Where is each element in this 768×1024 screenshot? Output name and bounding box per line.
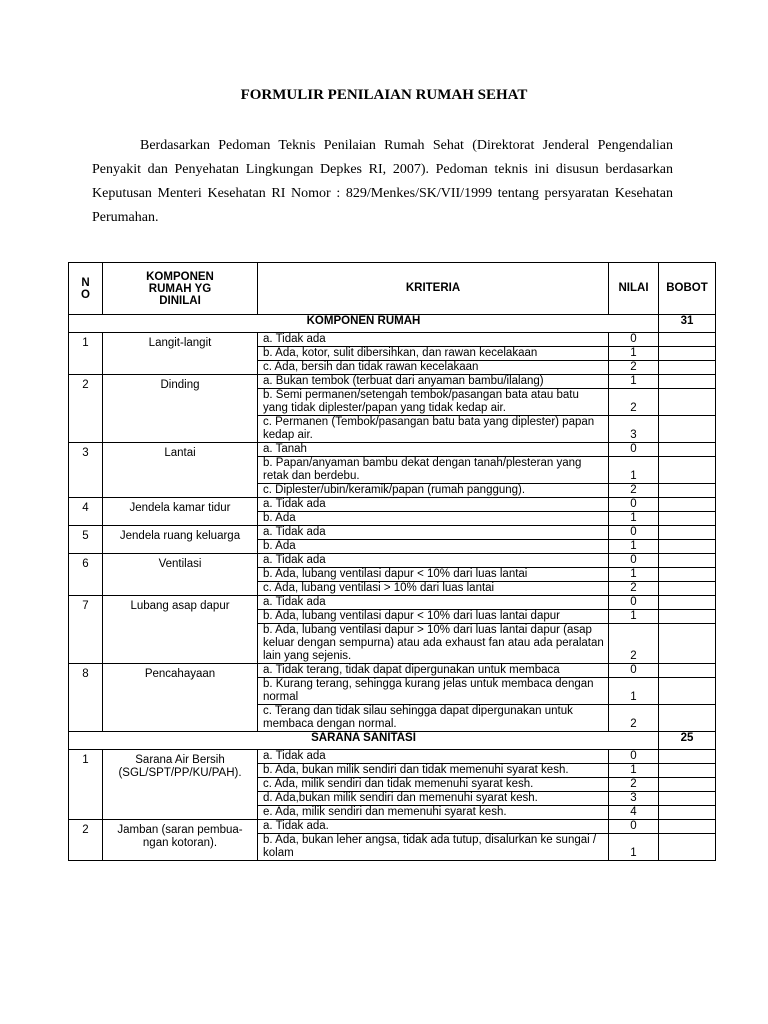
header-nilai: NILAI — [609, 263, 659, 315]
criteria-nilai: 2 — [609, 705, 659, 732]
section-title: SARANA SANITASI — [69, 732, 659, 750]
bobot-field[interactable] — [659, 361, 716, 375]
criteria-nilai: 0 — [609, 443, 659, 457]
criteria-row — [69, 750, 716, 764]
criteria-nilai: 1 — [609, 568, 659, 582]
criteria-row — [69, 664, 716, 678]
criteria-nilai: 1 — [609, 540, 659, 554]
criteria-nilai: 0 — [609, 596, 659, 610]
item-number: 1 — [69, 333, 103, 375]
criteria-nilai: 1 — [609, 610, 659, 624]
criteria-text: a. Tidak ada — [258, 498, 609, 512]
header-kriteria: KRITERIA — [258, 263, 609, 315]
criteria-nilai: 1 — [609, 678, 659, 705]
bobot-field[interactable] — [659, 750, 716, 764]
bobot-field[interactable] — [659, 512, 716, 526]
header-komponen: KOMPONEN RUMAH YG DINILAI — [103, 263, 258, 315]
bobot-field[interactable] — [659, 443, 716, 457]
item-number: 3 — [69, 443, 103, 498]
item-component: Lantai — [103, 443, 258, 498]
criteria-nilai: 0 — [609, 554, 659, 568]
intro-paragraph: Berdasarkan Pedoman Teknis Penilaian Rumah Sehat (Direktorat Jenderal Pengendalian Penyakit dan Penyehatan Lingkungan Depkes RI, 2007). Pedoman teknis ini disusun berdasarkan Keputusan Menteri Kesehatan RI Nomor : 829/Menkes/SK/VII/1999 tentang persyaratan Kesehatan Perumahan. — [92, 138, 673, 225]
bobot-field[interactable] — [659, 375, 716, 389]
criteria-text: c. Diplester/ubin/keramik/papan (rumah panggung). — [258, 484, 609, 498]
criteria-text: b. Ada, lubang ventilasi dapur < 10% dari luas lantai — [258, 568, 609, 582]
criteria-row — [69, 820, 716, 834]
bobot-field[interactable] — [659, 664, 716, 678]
criteria-nilai: 1 — [609, 834, 659, 861]
item-component: Lubang asap dapur — [103, 596, 258, 664]
item-component: Jendela kamar tidur — [103, 498, 258, 526]
table-header-row — [69, 263, 716, 315]
criteria-text: b. Ada — [258, 540, 609, 554]
criteria-text: b. Ada, bukan leher angsa, tidak ada tutup, disalurkan ke sungai / kolam — [258, 834, 609, 861]
criteria-nilai: 2 — [609, 484, 659, 498]
criteria-nilai: 2 — [609, 624, 659, 664]
item-number: 7 — [69, 596, 103, 664]
criteria-text: c. Permanen (Tembok/pasangan batu bata yang diplester) papan kedap air. — [258, 416, 609, 443]
criteria-row — [69, 443, 716, 457]
section-title: KOMPONEN RUMAH — [69, 315, 659, 333]
criteria-nilai: 0 — [609, 526, 659, 540]
criteria-text: e. Ada, milik sendiri dan memenuhi syarat kesh. — [258, 806, 609, 820]
bobot-field[interactable] — [659, 596, 716, 610]
criteria-nilai: 1 — [609, 457, 659, 484]
bobot-field[interactable] — [659, 624, 716, 664]
criteria-text: c. Ada, lubang ventilasi > 10% dari luas lantai — [258, 582, 609, 596]
criteria-nilai: 1 — [609, 347, 659, 361]
bobot-field[interactable] — [659, 484, 716, 498]
criteria-nilai: 0 — [609, 750, 659, 764]
criteria-nilai: 2 — [609, 778, 659, 792]
criteria-row — [69, 333, 716, 347]
criteria-text: b. Kurang terang, sehingga kurang jelas untuk membaca dengan normal — [258, 678, 609, 705]
criteria-text: c. Terang dan tidak silau sehingga dapat dipergunakan untuk membaca dengan normal. — [258, 705, 609, 732]
bobot-field[interactable] — [659, 347, 716, 361]
bobot-field[interactable] — [659, 333, 716, 347]
criteria-text: d. Ada,bukan milik sendiri dan memenuhi syarat kesh. — [258, 792, 609, 806]
bobot-field[interactable] — [659, 778, 716, 792]
bobot-field[interactable] — [659, 526, 716, 540]
item-component: Jamban (saran pembua- ngan kotoran). — [103, 820, 258, 861]
criteria-row — [69, 526, 716, 540]
criteria-nilai: 2 — [609, 389, 659, 416]
criteria-text: b. Ada, bukan milik sendiri dan tidak memenuhi syarat kesh. — [258, 764, 609, 778]
bobot-field[interactable] — [659, 568, 716, 582]
item-number: 4 — [69, 498, 103, 526]
criteria-row — [69, 596, 716, 610]
criteria-text: a. Tidak ada — [258, 526, 609, 540]
criteria-text: b. Ada, lubang ventilasi dapur > 10% dari luas lantai dapur (asap keluar dengan sempurna) atau ada exhaust fan atau ada peralatan lain yang sejenis. — [258, 624, 609, 664]
section-bobot: 31 — [659, 315, 716, 333]
criteria-row — [69, 498, 716, 512]
criteria-text: a. Tidak ada — [258, 750, 609, 764]
item-number: 2 — [69, 375, 103, 443]
criteria-nilai: 1 — [609, 512, 659, 526]
bobot-field[interactable] — [659, 540, 716, 554]
item-number: 2 — [69, 820, 103, 861]
page-title: FORMULIR PENILAIAN RUMAH SEHAT — [240, 87, 528, 103]
criteria-text: b. Papan/anyaman bambu dekat dengan tanah/plesteran yang retak dan berdebu. — [258, 457, 609, 484]
criteria-nilai: 0 — [609, 820, 659, 834]
bobot-field[interactable] — [659, 582, 716, 596]
criteria-text: b. Ada, lubang ventilasi dapur < 10% dari luas lantai dapur — [258, 610, 609, 624]
criteria-text: a. Bukan tembok (terbuat dari anyaman bambu/ilalang) — [258, 375, 609, 389]
header-bobot: BOBOT — [659, 263, 716, 315]
criteria-nilai: 1 — [609, 375, 659, 389]
criteria-nilai: 0 — [609, 664, 659, 678]
bobot-field[interactable] — [659, 554, 716, 568]
criteria-text: a. Tidak terang, tidak dapat dipergunakan untuk membaca — [258, 664, 609, 678]
criteria-nilai: 3 — [609, 416, 659, 443]
criteria-text: c. Ada, bersih dan tidak rawan kecelakaan — [258, 361, 609, 375]
bobot-field[interactable] — [659, 820, 716, 834]
header-no: N O — [69, 263, 103, 315]
criteria-nilai: 2 — [609, 361, 659, 375]
criteria-text: b. Semi permanen/setengah tembok/pasangan bata atau batu yang tidak diplester/papan yang tidak kedap air. — [258, 389, 609, 416]
item-component: Dinding — [103, 375, 258, 443]
bobot-field[interactable] — [659, 498, 716, 512]
bobot-field[interactable] — [659, 416, 716, 443]
bobot-field[interactable] — [659, 678, 716, 705]
criteria-text: b. Ada, kotor, sulit dibersihkan, dan rawan kecelakaan — [258, 347, 609, 361]
item-component: Jendela ruang keluarga — [103, 526, 258, 554]
item-number: 8 — [69, 664, 103, 732]
criteria-text: a. Tidak ada — [258, 554, 609, 568]
item-number: 1 — [69, 750, 103, 820]
item-component: Langit-langit — [103, 333, 258, 375]
item-number: 5 — [69, 526, 103, 554]
section-row — [69, 315, 716, 333]
table-body — [69, 315, 716, 861]
criteria-text: c. Ada, milik sendiri dan tidak memenuhi syarat kesh. — [258, 778, 609, 792]
item-component: Sarana Air Bersih (SGL/SPT/PP/KU/PAH). — [103, 750, 258, 820]
item-component: Ventilasi — [103, 554, 258, 596]
criteria-nilai: 0 — [609, 333, 659, 347]
bobot-field[interactable] — [659, 792, 716, 806]
bobot-field[interactable] — [659, 389, 716, 416]
bobot-field[interactable] — [659, 457, 716, 484]
criteria-nilai: 4 — [609, 806, 659, 820]
criteria-text: a. Tidak ada. — [258, 820, 609, 834]
bobot-field[interactable] — [659, 834, 716, 861]
criteria-text: a. Tanah — [258, 443, 609, 457]
assessment-table — [68, 262, 716, 861]
criteria-nilai: 3 — [609, 792, 659, 806]
section-row — [69, 732, 716, 750]
criteria-text: b. Ada — [258, 512, 609, 526]
bobot-field[interactable] — [659, 806, 716, 820]
criteria-text: a. Tidak ada — [258, 333, 609, 347]
item-number: 6 — [69, 554, 103, 596]
criteria-nilai: 1 — [609, 764, 659, 778]
criteria-nilai: 0 — [609, 498, 659, 512]
bobot-field[interactable] — [659, 764, 716, 778]
bobot-field[interactable] — [659, 705, 716, 732]
section-bobot: 25 — [659, 732, 716, 750]
criteria-text: a. Tidak ada — [258, 596, 609, 610]
item-component: Pencahayaan — [103, 664, 258, 732]
criteria-row — [69, 554, 716, 568]
page-cut — [68, 930, 716, 950]
bobot-field[interactable] — [659, 610, 716, 624]
criteria-nilai: 2 — [609, 582, 659, 596]
criteria-row — [69, 375, 716, 389]
